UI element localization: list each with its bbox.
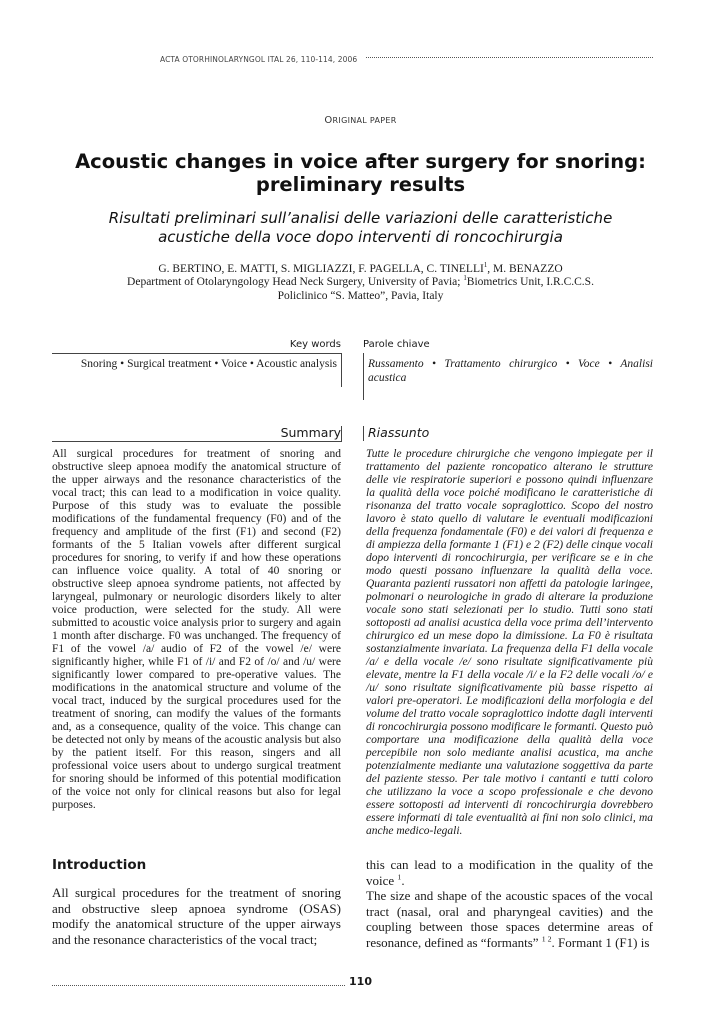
author-names-end: , M. BENAZZO: [487, 263, 563, 275]
keywords-text: Snoring • Surgical treatment • Voice • Acoustic analysis: [80, 358, 337, 370]
intro-p1-end: .: [401, 872, 405, 888]
footer-dotted-rule: [52, 985, 345, 986]
introduction-paragraph-2: [366, 888, 653, 950]
affiliation-line-2: Policlinico “S. Matteo”, Pavia, Italy: [277, 290, 444, 302]
introduction-left-column: All surgical procedures for the treatment of snoring and obstructive sleep apnoea syndrome (OSAS) modify the anatomical structure of the upper airways and the resonance characteristics of the vocal tract;: [52, 885, 341, 947]
authors: [40, 262, 681, 276]
riassunto-vertical-rule: [363, 426, 364, 441]
summary-vertical-rule: [341, 426, 342, 441]
intro-p2-end: . Formant 1 (F1) is: [551, 934, 650, 950]
author-names: G. BERTINO, E. MATTI, S. MIGLIAZZI, F. PAGELLA, C. TINELLI: [158, 263, 484, 275]
riassunto-text: Tutte le procedure chirurgiche che vengono impiegate per il trattamento del paziente roncopatico alterano le strutture delle vie respiratorie superiori e possono quindi influenzare la qualità della voce poiché modificano le caratteristiche di risonanza del tratto vocale sopraglottico. Scopo del nostro lavoro è stato quello di valutare le eventuali modificazioni della frequenza fondamentale (F0) e dei valori di frequenza e di ampiezza della formante 1 (F1) e 2 (F2) delle cinque vocali dopo interventi di roncochirurgia, per verificare se e in che modo questi possano influenzare la qualità della voce. Quaranta pazienti russatori non affetti da patologie laringee, polmonari o neurologiche in grado di alterare la produzione vocale sono stati selezionati per lo studio. Tutti sono stati sottoposti ad analisi acustica della voce prima dell’intervento chirurgico ed un mese dopo la dimissione. La F0 è risultata sostanzialmente invariata. La frequenza della F1 della vocale /a/ e della vocale /e/ sono risultate significativamente più elevate, mentre la F1 della vocale /i/ e la F2 delle vocali /o/ e /u/ sono risultate significativamente più basse rispetto ai valori pre-operatori. Le modificazioni della morfologia e del volume del tratto vocale sopraglottico indotte dagli interventi di roncochirurgia possono modificare le formanti. Questo può comportare una modificazione della qualità della voce percepibile non solo mediante analisi acustica, ma anche potenzialmente mediante una valutazione soggettiva da parte del paziente stesso. Per tale motivo i cantanti e tutti coloro che utilizzano la voce a scopo professionale e che devono essere sottoposti ad interventi di roncochirurgia dovrebbero essere informati di tale eventualità ai fini non solo clinici, ma anche medico-legali.: [366, 448, 653, 837]
citation-1-2: 1 2: [541, 934, 552, 944]
keywords-vertical-rule: [341, 353, 342, 387]
title-line-2: preliminary results: [255, 173, 466, 196]
intro-p1-text: this can lead to a modification in the quality of the voice: [366, 857, 653, 888]
introduction-heading: Introduction: [52, 857, 147, 873]
article-title: [40, 150, 681, 196]
article-title-italian: [40, 209, 681, 247]
header-dotted-rule: [366, 57, 653, 58]
paper-type-initial: O: [324, 115, 333, 126]
parole-chiave-text: Russamento • Trattamento chirurgico • Voce • Analisi acustica: [368, 358, 653, 384]
page-number: 110: [349, 975, 372, 988]
parole-chiave-heading: Parole chiave: [363, 339, 430, 350]
paper-type-label: [0, 115, 721, 126]
title-it-line-2: acustiche della voce dopo interventi di roncochirurgia: [158, 228, 563, 246]
affiliation-line-1: [40, 275, 681, 289]
summary-heading: Summary: [280, 425, 341, 440]
summary-rule: [52, 441, 342, 442]
journal-reference: ACTA OTORHINOLARYNGOL ITAL 26, 110-114, 2006: [160, 55, 358, 64]
affiliation-mark: 1: [463, 275, 467, 283]
intro-p2-text: The size and shape of the acoustic spaces of the vocal tract (nasal, oral and pharyngeal cavities) and the coupling between those spaces determine areas of resonance, defined as “formants”: [366, 888, 653, 950]
introduction-right-column: [366, 857, 653, 951]
keywords-heading: Key words: [289, 339, 341, 350]
summary-text: All surgical procedures for treatment of snoring and obstructive sleep apnoea modify the anatomical structure of the upper airways and the resonance characteristics of the vocal tract; this can lead to a modification in voice quality. Purpose of this study was to evaluate the possible modifications of the fundamental frequency (F0) and of the frequency and amplitude of the first (F1) and second (F2) formants of the 5 Italian vowels after different surgical procedures for snoring, to verify if and how these operations can influence voice quality. A total of 40 snoring or obstructive sleep apnoea syndrome patients, not affected by laryngeal, pulmonary or neurologic disorders likely to alter voice production, were selected for the study. All were submitted to acoustic voice analysis prior to surgery and again 1 month after discharge. F0 was unchanged. The frequency of F1 of the vowel /a/ audio of F2 of the vowel /e/ were significantly higher, while F1 of /i/ and F2 of /o/ and /u/ were significantly lower compared to pre-operative values. The modifications in the anatomical structure and volume of the vocal tract, induced by the surgical procedures used for the treatment of snoring, can modify the values of the formants and, as a consequence, quality of the voice. This change can be detected not only by means of the acoustic analysis but also by the patient itself. For this reason, singers and all professional voice users about to undergo surgical treatment for snoring should be informed of this potential modification of the voice not only for clinical reasons but also for legal purposes.: [52, 448, 341, 811]
affiliation: [40, 275, 681, 303]
parole-chiave-vertical-rule: [363, 353, 364, 400]
author-affiliation-mark: 1: [483, 262, 488, 270]
title-it-line-1: Risultati preliminari sull’analisi delle variazioni delle caratteristiche: [108, 209, 613, 227]
keywords-rule: [52, 353, 341, 354]
citation-1: 1: [397, 872, 402, 882]
paper-type-rest: RIGINAL PAPER: [332, 116, 397, 125]
affiliation-biometrics: Biometrics Unit, I.R.C.C.S.: [466, 276, 594, 288]
riassunto-heading: Riassunto: [368, 425, 430, 440]
title-line-1: Acoustic changes in voice after surgery for snoring:: [75, 150, 646, 173]
affiliation-dept: Department of Otolaryngology Head Neck Surgery, University of Pavia;: [127, 276, 464, 288]
introduction-paragraph-1: [366, 857, 653, 888]
